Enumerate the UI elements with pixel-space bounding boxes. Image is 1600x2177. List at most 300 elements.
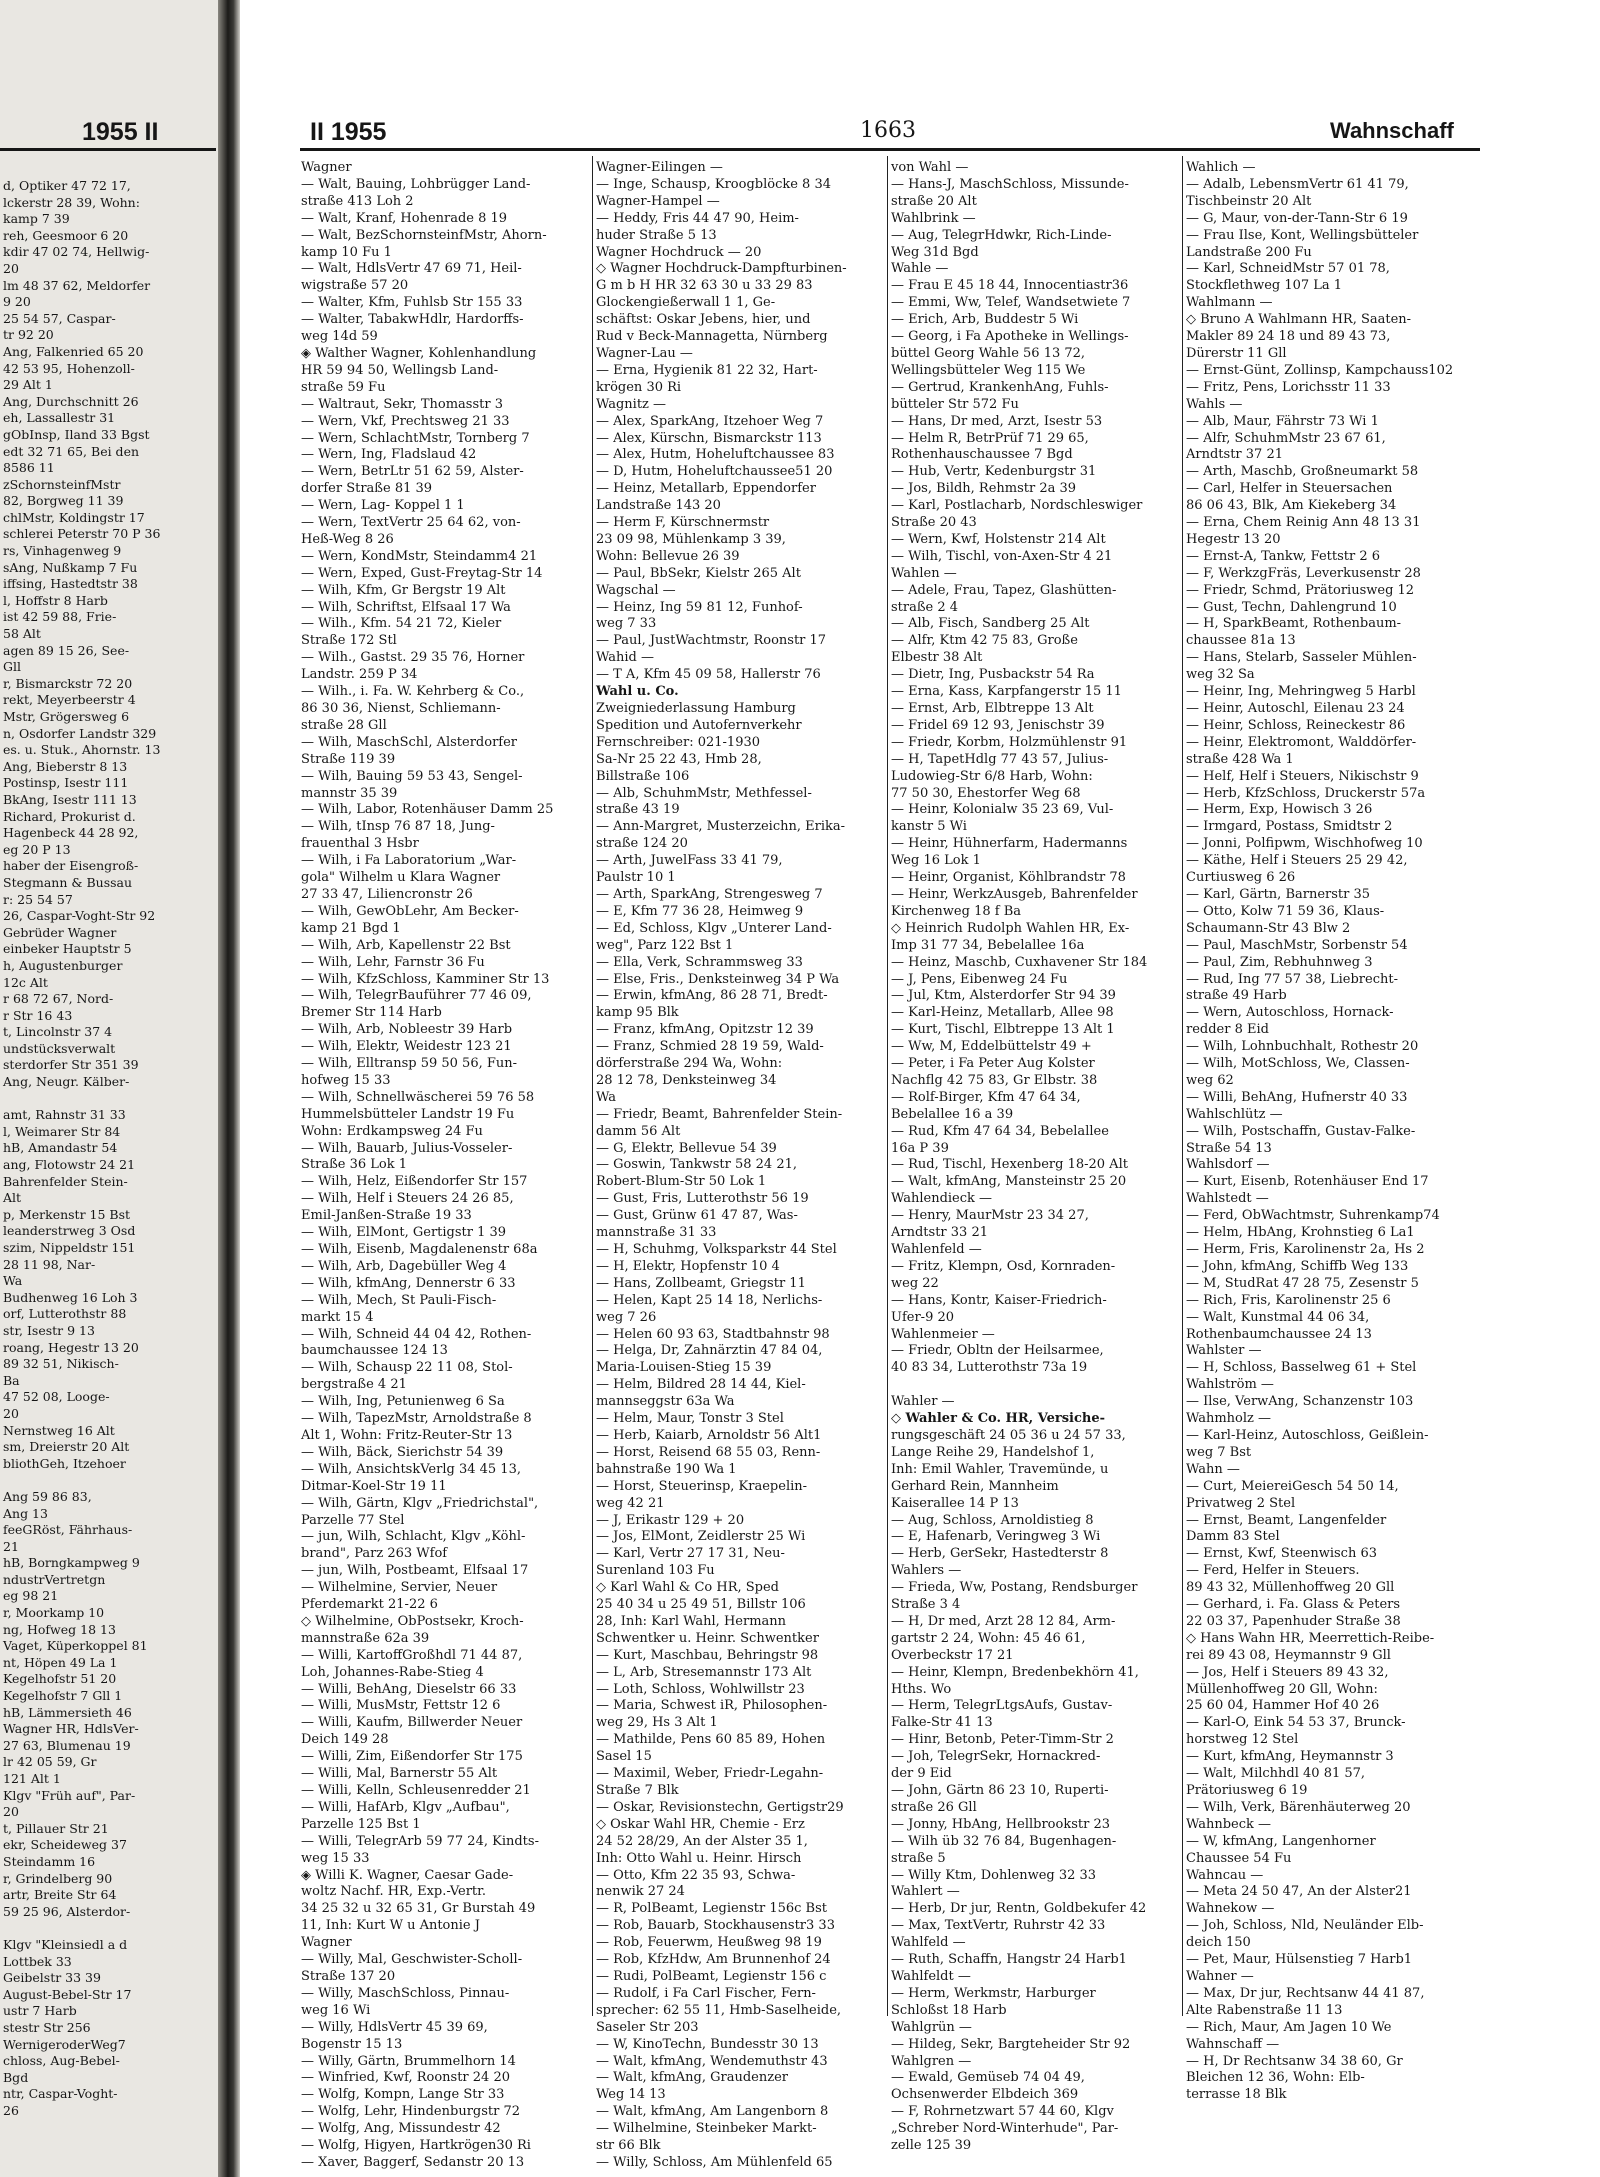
column-divider: [1182, 156, 1183, 2016]
directory-entry: Alt 1, Wohn: Fritz-Reuter-Str 13: [301, 1427, 513, 1443]
left-page-entry: schlerei Peterstr 70 P 36: [3, 526, 161, 542]
directory-entry: Wahlfeldt —: [891, 1968, 971, 1984]
left-page-entry: rekt, Meyerbeerstr 4: [3, 692, 136, 708]
directory-entry: — D, Hutm, Hoheluftchaussee51 20: [596, 464, 833, 480]
header-rule: [300, 148, 1480, 151]
directory-entry: — Frau Ilse, Kont, Wellingsbütteler: [1186, 227, 1419, 243]
directory-entry: — Horst, Reisend 68 55 03, Renn-: [596, 1444, 821, 1460]
directory-entry: — Gerhard, i. Fa. Glass & Peters: [1186, 1597, 1401, 1613]
directory-entry: — Fridel 69 12 93, Jenischstr 39: [891, 717, 1105, 733]
directory-entry: — Wilh, Tischl, von-Axen-Str 4 21: [891, 548, 1113, 564]
directory-entry: frauenthal 3 Hsbr: [301, 836, 419, 852]
directory-entry: Elbestr 38 Alt: [891, 650, 983, 666]
directory-entry: Imp 31 77 34, Bebelallee 16a: [891, 937, 1085, 953]
directory-entry: — W, kfmAng, Langenhorner: [1186, 1833, 1376, 1849]
left-page: [0, 0, 219, 2177]
directory-entry: Wagner-Lau —: [596, 345, 693, 361]
directory-entry: Bleichen 12 36, Wohn: Elb-: [1186, 2070, 1365, 2086]
directory-entry: Wahlenmeier —: [891, 1326, 995, 1342]
directory-entry: — Ferd, ObWachtmstr, Suhrenkamp74: [1186, 1208, 1440, 1224]
directory-entry: — Aug, Schloss, Arnoldistieg 8: [891, 1512, 1094, 1528]
directory-entry: — Wern, Vkf, Prechtsweg 21 33: [301, 413, 510, 429]
directory-entry: — Hinr, Betonb, Peter-Timm-Str 2: [891, 1732, 1114, 1748]
directory-entry: Paulstr 10 1: [596, 870, 676, 886]
directory-entry: — Wilh., Gastst. 29 35 76, Horner: [301, 650, 525, 666]
directory-entry: Hegestr 13 20: [1186, 531, 1281, 547]
directory-entry: weg 7 Bst: [1186, 1444, 1252, 1460]
directory-entry: büttel Georg Wahle 56 13 72,: [891, 345, 1086, 361]
directory-entry: — Joh, Schloss, Nld, Neuländer Elb-: [1186, 1918, 1424, 1934]
left-page-entry: 9 20: [3, 294, 31, 310]
directory-entry: — Wilh, TapezMstr, Arnoldstraße 8: [301, 1411, 532, 1427]
directory-entry: — Walt, Milchhdl 40 81 57,: [1186, 1766, 1366, 1782]
directory-entry: Wahlfeld —: [891, 1935, 966, 1951]
directory-entry: — Frau E 45 18 44, Innocentiastr36: [891, 278, 1129, 294]
directory-entry: Deich 149 28: [301, 1732, 389, 1748]
book-gutter: [218, 0, 240, 2177]
directory-entry: gola" Wilhelm u Klara Wagner: [301, 870, 501, 886]
directory-entry: Schaumann-Str 43 Blw 2: [1186, 920, 1351, 936]
left-page-entry: 82, Borgweg 11 39: [3, 493, 124, 509]
directory-entry: — Heinz, Maschb, Cuxhavener Str 184: [891, 954, 1148, 970]
left-page-entry: Gebrüder Wagner: [3, 924, 117, 940]
directory-entry: HR 59 94 50, Wellingsb Land-: [301, 362, 499, 378]
left-page-entry: Kegelhofstr 7 Gll 1: [3, 1688, 123, 1704]
page-number: 1663: [860, 118, 916, 143]
directory-entry: — Rud, Tischl, Hexenberg 18-20 Alt: [891, 1157, 1128, 1173]
directory-entry: — Kurt, kfmAng, Heymannstr 3: [1186, 1749, 1394, 1765]
directory-entry: — Wilh, Eisenb, Magdalenenstr 68a: [301, 1242, 538, 1257]
directory-entry: — Erna, Chem Reinig Ann 48 13 31: [1186, 515, 1421, 531]
directory-entry: — Wilhelmine, Steinbeker Markt-: [596, 2121, 817, 2137]
directory-entry: — Friedr, Beamt, Bahrenfelder Stein-: [596, 1106, 843, 1122]
left-page-entry: Ang, Neugr. Kälber-: [3, 1074, 130, 1090]
left-page-entry: tr 92 20: [3, 327, 54, 343]
directory-entry: Wa: [596, 1089, 616, 1105]
directory-entry: — Wilh, AnsichtskVerlg 34 45 13,: [301, 1461, 521, 1477]
directory-entry: — Wilh, Postschaffn, Gustav-Falke-: [1186, 1123, 1416, 1139]
directory-entry: — H, Schloss, Basselweg 61 + Stel: [1186, 1360, 1417, 1376]
directory-entry: — Rich, Fris, Karolinenstr 25 6: [1186, 1292, 1391, 1308]
directory-entry: — Wilh, Kfm, Gr Bergstr 19 Alt: [301, 582, 506, 598]
left-page-entry: 20: [3, 260, 19, 276]
directory-entry: Wahlers —: [891, 1563, 962, 1579]
directory-entry: — H, Schuhmg, Volksparkstr 44 Stel: [596, 1242, 837, 1257]
directory-entry: Kaiserallee 14 P 13: [891, 1495, 1019, 1511]
left-page-entry: Ang 59 86 83,: [3, 1488, 92, 1504]
directory-entry: — Wilh, KfzSchloss, Kamminer Str 13: [301, 971, 550, 987]
directory-entry: — Rudi, PolBeamt, Legienstr 156 c: [596, 1968, 827, 1984]
directory-entry: — Maria, Schwest iR, Philosophen-: [596, 1698, 828, 1714]
directory-entry: Wahn —: [1186, 1461, 1240, 1477]
left-page-entry: iffsing, Hastedtstr 38: [3, 576, 138, 592]
directory-entry: Rud v Beck-Mannagetta, Nürnberg: [596, 329, 828, 345]
directory-entry: Surenland 103 Fu: [596, 1563, 715, 1579]
directory-column-1: [301, 160, 591, 2170]
left-page-entry: nt, Höpen 49 La 1: [3, 1654, 118, 1670]
directory-entry: Lange Reihe 29, Handelshof 1,: [891, 1444, 1095, 1460]
directory-entry: — Hans-J, MaschSchloss, Missunde-: [891, 176, 1129, 192]
directory-entry: Damm 83 Stel: [1186, 1529, 1280, 1545]
directory-entry: — Adalb, LebensmVertr 61 41 79,: [1186, 176, 1409, 192]
left-page-entry: eg 20 P 13: [3, 841, 71, 857]
directory-entry: straße 428 Wa 1: [1186, 751, 1294, 767]
directory-entry: weg", Parz 122 Bst 1: [596, 937, 734, 953]
directory-entry: — Wilh, Helf i Steuers 24 26 85,: [301, 1191, 514, 1207]
directory-entry: straße 413 Loh 2: [301, 193, 414, 209]
left-page-entry: bliothGeh, Itzehoer: [3, 1455, 126, 1471]
directory-entry: — H, Dr Rechtsanw 34 38 60, Gr: [1186, 2053, 1403, 2069]
directory-entry: ◇ Bruno A Wahlmann HR, Saaten-: [1186, 312, 1412, 328]
directory-entry: Wahlström —: [1186, 1377, 1274, 1393]
directory-entry: dörferstraße 294 Wa, Wohn:: [596, 1056, 783, 1072]
left-page-entry: Wagner HR, HdlsVer-: [3, 1721, 139, 1737]
directory-entry: — Wilh, i Fa Laboratorium „War-: [301, 853, 517, 869]
directory-entry: — Heinr, Ing, Mehringweg 5 Harbl: [1186, 684, 1416, 700]
left-page-entry: t, Pillauer Str 21: [3, 1820, 109, 1836]
directory-entry: — Wilh, Arb, Kapellenstr 22 Bst: [301, 937, 511, 953]
left-page-entry: Ang 13: [3, 1505, 48, 1521]
directory-entry: — Curt, MeiereiGesch 54 50 14,: [1186, 1478, 1399, 1494]
directory-entry: Bebelallee 16 a 39: [891, 1106, 1014, 1122]
directory-entry: — Herb, Dr jur, Rentn, Goldbekufer 42: [891, 1901, 1147, 1917]
directory-entry: weg 14d 59: [301, 329, 378, 345]
directory-entry: — John, Gärtn 86 23 10, Ruperti-: [891, 1783, 1109, 1798]
directory-entry: — Jos, Bildh, Rehmstr 2a 39: [891, 481, 1077, 497]
left-page-entry: ng, Hofweg 18 13: [3, 1621, 116, 1637]
directory-entry: — Walt, kfmAng, Wendemuthstr 43: [596, 2053, 828, 2069]
directory-entry: — Karl, SchneidMstr 57 01 78,: [1186, 261, 1390, 277]
directory-entry: — Wilh, MaschSchl, Alsterdorfer: [301, 734, 518, 750]
directory-entry: — Rolf-Birger, Kfm 47 64 34,: [891, 1089, 1081, 1105]
directory-entry: baumchaussee 124 13: [301, 1343, 448, 1359]
left-page-entry: Mstr, Grögersweg 6: [3, 709, 130, 724]
directory-entry: — Helm, Bildred 28 14 44, Kiel-: [596, 1377, 806, 1393]
left-page-entry: Stegmann & Bussau: [3, 874, 133, 890]
left-page-entry: es. u. Stuk., Ahornstr. 13: [3, 742, 161, 758]
directory-entry: — Ww, M, Eddelbüttelstr 49 +: [891, 1039, 1092, 1055]
directory-entry: — Wilh, Helz, Eißendorfer Str 157: [301, 1174, 528, 1190]
directory-entry: — Wern, TextVertr 25 64 62, von-: [301, 515, 521, 531]
directory-entry: — Walt, Kunstmal 44 06 34,: [1186, 1309, 1370, 1325]
directory-entry: 22 03 37, Papenhuder Straße 38: [1186, 1613, 1401, 1629]
directory-entry: — Ella, Verk, Schrammsweg 33: [596, 954, 803, 970]
left-page-entry: gObInsp, Iland 33 Bgst: [3, 426, 150, 442]
left-page-column: [3, 178, 215, 2119]
directory-entry: — Erna, Hygienik 81 22 32, Hart-: [596, 362, 818, 378]
directory-entry: — Wilh, Schneid 44 04 42, Rothen-: [301, 1326, 532, 1342]
directory-entry: — Gust, Fris, Lutterothstr 56 19: [596, 1191, 809, 1207]
directory-entry: — Loth, Schloss, Wohlwillstr 23: [596, 1681, 805, 1697]
directory-entry: — Heinr, Elektromont, Walddörfer-: [1186, 734, 1417, 750]
directory-entry: 28 12 78, Denksteinweg 34: [596, 1072, 777, 1088]
directory-entry: — T A, Kfm 45 09 58, Hallerstr 76: [596, 667, 821, 683]
directory-entry: Wahls —: [1186, 396, 1243, 412]
directory-entry: — Helf, Helf i Steuers, Nikischstr 9: [1186, 768, 1419, 784]
directory-entry: Kirchenweg 18 f Ba: [891, 903, 1021, 919]
directory-entry: — Joh, TelegrSekr, Hornackred-: [891, 1749, 1101, 1765]
left-page-entry: t, Lincolnstr 37 4: [3, 1024, 113, 1040]
directory-entry: Wagner Hochdruck — 20: [596, 244, 762, 260]
directory-entry: Dürerstr 11 Gll: [1186, 345, 1287, 361]
left-page-entry: r, Grindelberg 90: [3, 1870, 113, 1886]
directory-entry: — Wern, SchlachtMstr, Tornberg 7: [301, 430, 530, 446]
directory-entry: — G, Maur, von-der-Tann-Str 6 19: [1186, 210, 1408, 226]
directory-entry: — Wern, Ing, Fladslaud 42: [301, 447, 477, 463]
directory-entry: rei 89 43 08, Heymannstr 9 Gll: [1186, 1647, 1391, 1663]
left-page-entry: Ba: [3, 1372, 20, 1388]
left-page-entry: einbeker Hauptstr 5: [3, 941, 132, 957]
directory-entry: Weg 14 13: [596, 2087, 666, 2103]
directory-entry: Wahncau —: [1186, 1867, 1264, 1883]
directory-entry: 16a P 39: [891, 1140, 949, 1156]
directory-entry: — Herb, Kaiarb, Arnoldstr 56 Alt1: [596, 1427, 822, 1443]
directory-entry: straße 2 4: [891, 599, 959, 615]
directory-entry: — Wilh, tInsp 76 87 18, Jung-: [301, 819, 495, 835]
directory-entry: — Friedr, Korbm, Holzmühlenstr 91: [891, 734, 1128, 750]
directory-entry: — Ewald, Gemüseb 74 04 49,: [891, 2070, 1085, 2086]
directory-entry: — Wilh, Arb, Nobleestr 39 Harb: [301, 1022, 513, 1038]
directory-entry: — Ferd, Helfer in Steuers.: [1186, 1563, 1360, 1579]
directory-entry: straße 43 19: [596, 802, 680, 818]
directory-entry: — H, TapetHdlg 77 43 57, Julius-: [891, 751, 1109, 767]
directory-entry: — Max, TextVertr, Ruhrstr 42 33: [891, 1918, 1106, 1934]
directory-entry: — Heinr, Klempn, Bredenbekhörn 41,: [891, 1664, 1139, 1680]
directory-entry: — Alb, Fisch, Sandberg 25 Alt: [891, 616, 1090, 632]
directory-entry: — Willi, BehAng, Dieselstr 66 33: [301, 1681, 517, 1697]
directory-entry: — Wilh, Schausp 22 11 08, Stol-: [301, 1360, 513, 1376]
directory-column-2: [596, 160, 886, 2170]
directory-entry: — Wilh, Labor, Rotenhäuser Damm 25: [301, 802, 554, 818]
directory-entry: — Walt, kfmAng, Mansteinstr 25 20: [891, 1174, 1127, 1190]
directory-entry: — Oskar, Revisionstechn, Gertigstr29: [596, 1799, 844, 1815]
directory-entry: Wahlert —: [891, 1884, 960, 1900]
directory-entry: — Karl, Vertr 27 17 31, Neu-: [596, 1546, 785, 1562]
page-header-keyword: Wahnschaff: [1330, 118, 1454, 143]
left-page-entry: ist 42 59 88, Frie-: [3, 609, 117, 625]
directory-entry: — E, Hafenarb, Veringweg 3 Wi: [891, 1529, 1101, 1545]
left-page-entry: 121 Alt 1: [3, 1771, 61, 1786]
directory-entry: — Wilh, Mech, St Pauli-Fisch-: [301, 1292, 497, 1308]
directory-entry: — Wern, Kwf, Holstenstr 214 Alt: [891, 531, 1106, 547]
directory-entry: Rothenhauschaussee 7 Bgd: [891, 447, 1073, 463]
directory-entry: Ochsenwerder Elbdeich 369: [891, 2087, 1079, 2103]
directory-entry: Wahler —: [891, 1394, 955, 1410]
directory-entry: Hths. Wo: [891, 1681, 952, 1697]
directory-entry: — Helm, HbAng, Krohnstieg 6 La1: [1186, 1225, 1415, 1241]
directory-entry: — Wilh üb 32 76 84, Bugenhagen-: [891, 1833, 1117, 1849]
directory-entry: — Karl, Postlacharb, Nordschleswiger: [891, 498, 1143, 514]
directory-entry: Straße 3 4: [891, 1597, 961, 1613]
directory-entry: — Wilh, TelegrBauführer 77 46 09,: [301, 988, 532, 1004]
directory-entry: — Wolfg, Lehr, Hindenburgstr 72: [301, 2104, 521, 2120]
left-page-entry: haber der Eisengroß-: [3, 858, 139, 874]
directory-column-4: [1186, 160, 1486, 2103]
directory-entry: zelle 125 39: [891, 2138, 972, 2154]
directory-entry: Wahlich —: [1186, 160, 1256, 175]
directory-entry: Inh: Emil Wahler, Travemünde, u: [891, 1461, 1109, 1477]
left-page-entry: 27 63, Blumenau 19: [3, 1737, 131, 1753]
directory-entry: straße 124 20: [596, 836, 688, 852]
left-page-entry: chloss, Aug-Bebel-: [3, 2053, 120, 2069]
directory-entry: — Kurt, Tischl, Elbtreppe 13 Alt 1: [891, 1022, 1115, 1038]
directory-entry: — Mathilde, Pens 60 85 89, Hohen: [596, 1732, 826, 1748]
left-page-entry: lr 42 05 59, Gr: [3, 1754, 97, 1770]
left-page-entry: kamp 7 39: [3, 211, 70, 227]
directory-entry: — Rob, KfzHdw, Am Brunnenhof 24: [596, 1952, 831, 1968]
directory-entry: — Willi, HafArb, Klgv „Aufbau",: [301, 1799, 510, 1815]
directory-entry: — Gust, Grünw 61 47 87, Was-: [596, 1208, 798, 1224]
directory-entry: — Wern, BetrLtr 51 62 59, Alster-: [301, 464, 524, 480]
column-divider: [887, 156, 888, 2016]
directory-entry: ◇ Karl Wahl & Co HR, Sped: [596, 1580, 779, 1596]
directory-entry: brand", Parz 263 Wfof: [301, 1546, 448, 1562]
directory-entry: — Friedr, Obltn der Heilsarmee,: [891, 1343, 1104, 1359]
directory-entry: — Helga, Dr, Zahnärztin 47 84 04,: [596, 1343, 823, 1359]
directory-entry: Parzelle 125 Bst 1: [301, 1816, 421, 1832]
directory-entry: — Willi, Kelln, Schleusenredder 21: [301, 1783, 531, 1798]
directory-entry: Wohn: Bellevue 26 39: [596, 548, 740, 564]
directory-entry: 23 09 98, Mühlenkamp 3 39,: [596, 531, 786, 547]
directory-entry: — Irmgard, Postass, Smidtstr 2: [1186, 819, 1393, 835]
directory-entry: weg 32 Sa: [1186, 667, 1255, 683]
left-page-entry: Bgd: [3, 2069, 29, 2085]
directory-entry: — Wilh, Bauarb, Julius-Vosseler-: [301, 1140, 513, 1156]
directory-entry: — H, Elektr, Hopfenstr 10 4: [596, 1258, 780, 1274]
directory-entry: — Aug, TelegrHdwkr, Rich-Linde-: [891, 227, 1112, 243]
directory-entry: 11, Inh: Kurt W u Antonie J: [301, 1918, 480, 1934]
directory-entry: — Wilh, Gärtn, Klgv „Friedrichstal",: [301, 1495, 539, 1511]
left-page-entry: l, Hoffstr 8 Harb: [3, 592, 108, 608]
directory-entry: — Willi, Kaufm, Billwerder Neuer: [301, 1715, 523, 1731]
directory-entry: — G, Elektr, Bellevue 54 39: [596, 1140, 777, 1156]
directory-entry: Rothenbaumchaussee 24 13: [1186, 1326, 1372, 1342]
left-page-entry: chlMstr, Koldingstr 17: [3, 509, 145, 525]
left-page-entry: 20: [3, 1804, 19, 1820]
left-page-entry: 89 32 51, Nikisch-: [3, 1356, 119, 1372]
directory-entry: — Else, Fris., Denksteinweg 34 P Wa: [596, 971, 840, 987]
directory-entry: G m b H HR 32 63 30 u 33 29 83: [596, 278, 813, 294]
directory-entry: — Jos, Helf i Steuers 89 43 32,: [1186, 1664, 1389, 1680]
directory-entry: ◇ Wagner Hochdruck-Dampfturbinen-: [596, 261, 847, 277]
directory-entry: — Hub, Vertr, Kedenburgstr 31: [891, 464, 1097, 480]
directory-entry: — E, Kfm 77 36 28, Heimweg 9: [596, 903, 804, 919]
directory-entry: 28, Inh: Karl Wahl, Hermann: [596, 1613, 787, 1629]
directory-entry: — Heinr, Schloss, Reineckestr 86: [1186, 717, 1406, 733]
left-page-entry: 42 53 95, Hohenzoll-: [3, 360, 135, 376]
directory-entry: — Helm, Maur, Tonstr 3 Stel: [596, 1411, 784, 1427]
directory-entry: — Heinr, Kolonialw 35 23 69, Vul-: [891, 802, 1114, 818]
directory-entry: — Heinr, Hühnerfarm, Hadermanns: [891, 836, 1128, 852]
left-page-entry: r: 25 54 57: [3, 891, 73, 907]
page-header-volume: II 1955: [310, 118, 387, 146]
left-page-entry: Wa: [3, 1273, 23, 1289]
directory-entry: Wahlgren —: [891, 2053, 972, 2069]
directory-entry: Wahlster —: [1186, 1343, 1262, 1359]
directory-entry: 27 33 47, Liliencronstr 26: [301, 886, 473, 902]
left-page-entry: sAng, Nußkamp 7 Fu: [3, 559, 138, 575]
directory-entry: — Karl-Heinz, Metallarb, Allee 98: [891, 1005, 1114, 1021]
directory-entry: Landstraße 200 Fu: [1186, 244, 1312, 260]
directory-entry: Wahnekow —: [1186, 1901, 1275, 1917]
directory-entry: — Willi, BehAng, Hufnerstr 40 33: [1186, 1089, 1408, 1105]
left-page-entry: Klgv "Früh auf", Par-: [3, 1787, 136, 1803]
directory-entry: — Willi, MusMstr, Fettstr 12 6: [301, 1698, 501, 1714]
directory-entry: — Willy, Gärtn, Brummelhorn 14: [301, 2053, 516, 2069]
directory-entry: — J, Erikastr 129 + 20: [596, 1512, 745, 1528]
left-page-entry: ekr, Scheideweg 37: [3, 1837, 127, 1853]
directory-entry: Bogenstr 15 13: [301, 2036, 403, 2052]
directory-entry: ◇ Oskar Wahl HR, Chemie - Erz: [596, 1816, 805, 1832]
directory-entry: Stockflethweg 107 La 1: [1186, 278, 1343, 294]
left-page-entry: Geibelstr 33 39: [3, 1970, 101, 1986]
directory-entry: — Willy, HdlsVertr 45 39 69,: [301, 2019, 488, 2035]
left-page-entry: Ang, Bieberstr 8 13: [3, 758, 128, 774]
directory-entry: — Adele, Frau, Tapez, Glashütten-: [891, 582, 1117, 598]
directory-entry: 86 30 36, Nienst, Schliemann-: [301, 701, 501, 716]
directory-entry: — Walter, Kfm, Fuhlsb Str 155 33: [301, 295, 523, 311]
directory-entry: — Ernst-A, Tankw, Fettstr 2 6: [1186, 548, 1381, 564]
directory-entry: — Jonny, HbAng, Hellbrookstr 23: [891, 1816, 1111, 1832]
directory-entry: — Helen, Kapt 25 14 18, Nerlichs-: [596, 1292, 823, 1308]
directory-entry: — Wilh, Schriftst, Elfsaal 17 Wa: [301, 599, 511, 615]
directory-entry: — Meta 24 50 47, An der Alster21: [1186, 1884, 1412, 1900]
directory-entry: Loh, Johannes-Rabe-Stieg 4: [301, 1664, 484, 1680]
directory-entry: woltz Nachf. HR, Exp.-Vertr.: [301, 1884, 487, 1900]
directory-entry: weg 15 33: [301, 1850, 370, 1866]
directory-entry: Wahlendieck —: [891, 1191, 993, 1207]
directory-entry: — M, StudRat 47 28 75, Zesenstr 5: [1186, 1275, 1419, 1291]
directory-entry: — Wilh, Ing, Petunienweg 6 Sa: [301, 1394, 505, 1410]
directory-entry: — Helm R, BetrPrüf 71 29 65,: [891, 430, 1089, 446]
directory-entry: Schwentker u. Heinr. Schwentker: [596, 1630, 819, 1646]
left-page-entry: 8586 11: [3, 460, 55, 476]
directory-entry: — Willy, MaschSchloss, Pinnau-: [301, 1985, 510, 2001]
directory-entry: — Waltraut, Sekr, Thomasstr 3: [301, 396, 503, 412]
directory-entry: — Hildeg, Sekr, Bargteheider Str 92: [891, 2036, 1131, 2052]
directory-entry: Wahl u. Co.: [596, 684, 679, 700]
left-page-entry: ntr, Caspar-Voght-: [3, 2086, 118, 2102]
directory-entry: — Herb, GerSekr, Hastedterstr 8: [891, 1546, 1109, 1562]
directory-entry: 40 83 34, Lutterothstr 73a 19: [891, 1360, 1088, 1376]
directory-entry: — Alex, SparkAng, Itzehoer Weg 7: [596, 413, 824, 429]
directory-entry: — Alb, Maur, Fährstr 73 Wi 1: [1186, 413, 1379, 429]
directory-entry: chaussee 81a 13: [1186, 633, 1296, 649]
directory-entry: ◇ Wahler & Co. HR, Versiche-: [891, 1411, 1105, 1427]
directory-entry: ◇ Heinrich Rudolph Wahlen HR, Ex-: [891, 920, 1130, 936]
directory-entry: Billstraße 106: [596, 768, 690, 784]
directory-entry: kamp 21 Bgd 1: [301, 920, 401, 936]
directory-entry: — Franz, kfmAng, Opitzstr 12 39: [596, 1022, 814, 1038]
left-page-entry: feeGRöst, Fährhaus-: [3, 1522, 133, 1538]
directory-column-3: [891, 160, 1181, 2154]
directory-entry: — Willi, KartoffGroßhdl 71 44 87,: [301, 1647, 523, 1663]
left-page-entry: h, Augustenburger: [3, 957, 123, 973]
directory-entry: — Ann-Margret, Musterzeichn, Erika-: [596, 819, 846, 835]
directory-entry: Wahlstedt —: [1186, 1191, 1269, 1207]
directory-entry: straße 59 Fu: [301, 379, 386, 395]
directory-entry: — Franz, Schmied 28 19 59, Wald-: [596, 1039, 824, 1055]
directory-entry: Wahlmann —: [1186, 295, 1273, 311]
directory-entry: — Paul, Zim, Rebhuhnweg 3: [1186, 954, 1373, 970]
directory-entry: der 9 Eid: [891, 1766, 952, 1782]
left-page-entry: szim, Nippeldstr 151: [3, 1240, 136, 1255]
directory-entry: — Ernst, Beamt, Langenfelder: [1186, 1512, 1387, 1528]
directory-entry: — Heinz, Metallarb, Eppendorfer: [596, 481, 816, 497]
directory-entry: weg 29, Hs 3 Alt 1: [596, 1715, 718, 1731]
directory-entry: — Rob, Feuerwm, Heußweg 98 19: [596, 1935, 822, 1951]
directory-entry: Heß-Weg 8 26: [301, 531, 394, 547]
